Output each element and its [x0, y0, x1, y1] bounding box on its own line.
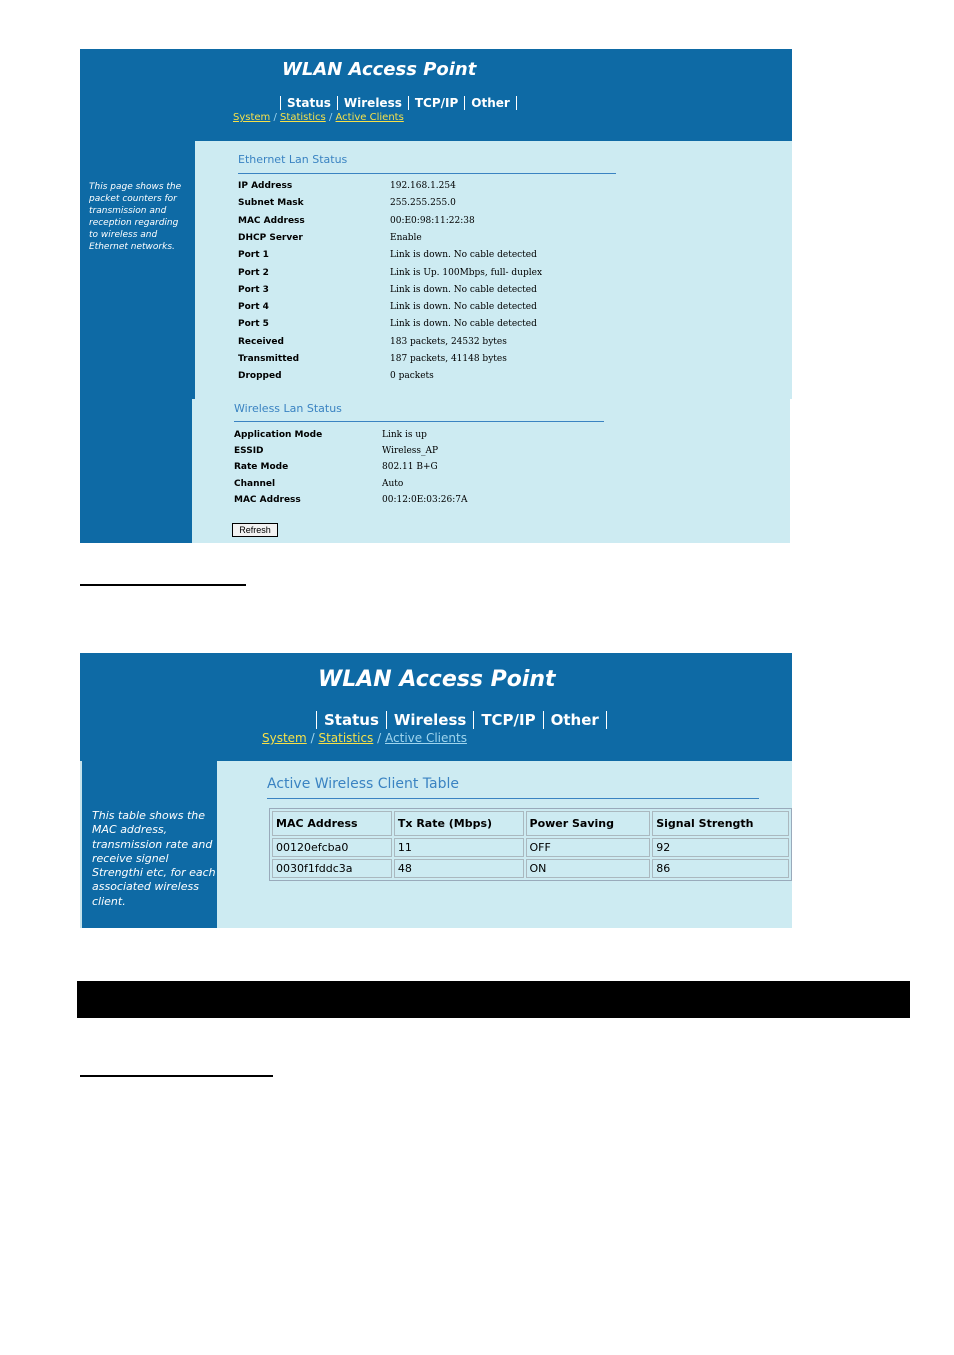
status-page-screenshot	[80, 49, 792, 543]
tab-status[interactable]: Status	[280, 96, 337, 110]
table-header-row	[272, 811, 789, 836]
status-label: Port 5	[238, 319, 269, 330]
status-label: Received	[238, 336, 284, 347]
status-value: 00:E0:98:11:22:38	[390, 215, 475, 226]
status-label: Channel	[234, 478, 276, 489]
subnav-active-clients[interactable]: Active Clients	[385, 731, 467, 745]
column-header-mac: MAC Address	[272, 811, 392, 836]
status-label: Port 2	[238, 267, 269, 278]
status-value: Link is down. No cable detected	[390, 250, 537, 261]
help-sidebar	[80, 761, 217, 928]
subnav-system[interactable]: System	[262, 731, 307, 745]
subnav-separator: /	[377, 731, 382, 745]
status-label: Transmitted	[238, 354, 300, 364]
help-sidebar	[80, 141, 195, 543]
tab-wireless[interactable]: Wireless	[337, 96, 408, 110]
subnav-separator: /	[328, 112, 333, 123]
ethernet-section-title: Ethernet Lan Status	[238, 153, 348, 166]
table-row	[272, 859, 789, 878]
cell-signal: 86	[652, 859, 789, 878]
status-value: 802.11 B+G	[382, 462, 438, 473]
status-label: Port 3	[238, 284, 269, 295]
app-title: WLAN Access Point	[282, 59, 477, 80]
cell-signal: 92	[652, 838, 789, 857]
status-label: Port 1	[238, 250, 269, 261]
section-divider	[238, 173, 616, 174]
content-panel	[217, 761, 792, 928]
app-title: WLAN Access Point	[318, 667, 556, 692]
column-header-power-saving: Power Saving	[526, 811, 651, 836]
status-label: Subnet Mask	[238, 198, 304, 209]
status-label: ESSID	[234, 446, 264, 457]
heading-underline	[80, 1075, 273, 1077]
tab-tcpip[interactable]: TCP/IP	[473, 711, 542, 729]
cell-tx-rate: 11	[394, 838, 524, 857]
status-label: MAC Address	[238, 215, 305, 226]
subnav-system[interactable]: System	[233, 112, 271, 123]
status-value: 255.255.255.0	[390, 198, 456, 209]
section-divider	[267, 798, 759, 799]
status-label: MAC Address	[234, 494, 301, 505]
subnav-separator: /	[273, 112, 277, 123]
cell-power-saving: OFF	[526, 838, 651, 857]
status-label: Port 4	[238, 302, 269, 313]
subnav-statistics[interactable]: Statistics	[280, 112, 326, 123]
subnav-separator: /	[310, 731, 315, 745]
main-tabs	[316, 711, 607, 729]
status-label: Application Mode	[234, 430, 323, 440]
tab-wireless[interactable]: Wireless	[386, 711, 473, 729]
column-header-tx-rate: Tx Rate (Mbps)	[394, 811, 524, 836]
status-value: Auto	[382, 478, 404, 489]
header-banner	[80, 653, 792, 761]
status-value: Enable	[390, 232, 422, 243]
status-value: 183 packets, 24532 bytes	[390, 336, 507, 347]
subnav-active-clients[interactable]: Active Clients	[335, 112, 404, 123]
status-value: Link is Up. 100Mbps, full- duplex	[390, 267, 543, 278]
sub-navigation	[233, 112, 404, 123]
main-tabs	[280, 96, 517, 110]
refresh-button[interactable]: Refresh	[232, 523, 278, 537]
table-row	[272, 838, 789, 857]
status-value: 187 packets, 41148 bytes	[390, 354, 507, 364]
status-value: 00:12:0E:03:26:7A	[382, 494, 468, 505]
status-label: IP Address	[238, 181, 293, 191]
section-heading-bar	[77, 981, 910, 1018]
column-header-signal: Signal Strength	[652, 811, 789, 836]
status-value: Link is down. No cable detected	[390, 302, 537, 313]
heading-underline	[80, 584, 246, 586]
subnav-statistics[interactable]: Statistics	[318, 731, 374, 745]
help-text: This table shows the MAC address, transmission rate and receive signel Strengthi etc, for each associated wireless client.	[92, 809, 216, 908]
help-text: This page shows the packet counters for transmission and reception regarding to wireless and Ethernet networks.	[89, 182, 182, 252]
status-label: DHCP Server	[238, 232, 303, 243]
status-label: Rate Mode	[234, 462, 289, 473]
active-client-table	[269, 808, 792, 881]
cell-mac: 00120efcba0	[272, 838, 392, 857]
sub-navigation	[262, 731, 467, 745]
tab-status[interactable]: Status	[316, 711, 386, 729]
wireless-section-title: Wireless Lan Status	[234, 402, 342, 415]
cell-power-saving: ON	[526, 859, 651, 878]
cell-tx-rate: 48	[394, 859, 524, 878]
active-clients-screenshot	[80, 653, 792, 928]
status-label: Dropped	[238, 371, 282, 382]
status-value: Link is down. No cable detected	[390, 319, 537, 330]
status-value: 0 packets	[390, 371, 434, 382]
tab-tcpip[interactable]: TCP/IP	[408, 96, 464, 110]
tab-other[interactable]: Other	[464, 96, 517, 110]
client-table-title: Active Wireless Client Table	[267, 776, 459, 792]
status-value: Link is up	[382, 430, 427, 440]
status-value: Link is down. No cable detected	[390, 284, 537, 295]
status-value: 192.168.1.254	[390, 181, 456, 191]
section-divider	[234, 421, 604, 422]
header-banner	[80, 49, 792, 141]
tab-other[interactable]: Other	[543, 711, 607, 729]
status-value: Wireless_AP	[382, 446, 439, 457]
cell-mac: 0030f1fddc3a	[272, 859, 392, 878]
